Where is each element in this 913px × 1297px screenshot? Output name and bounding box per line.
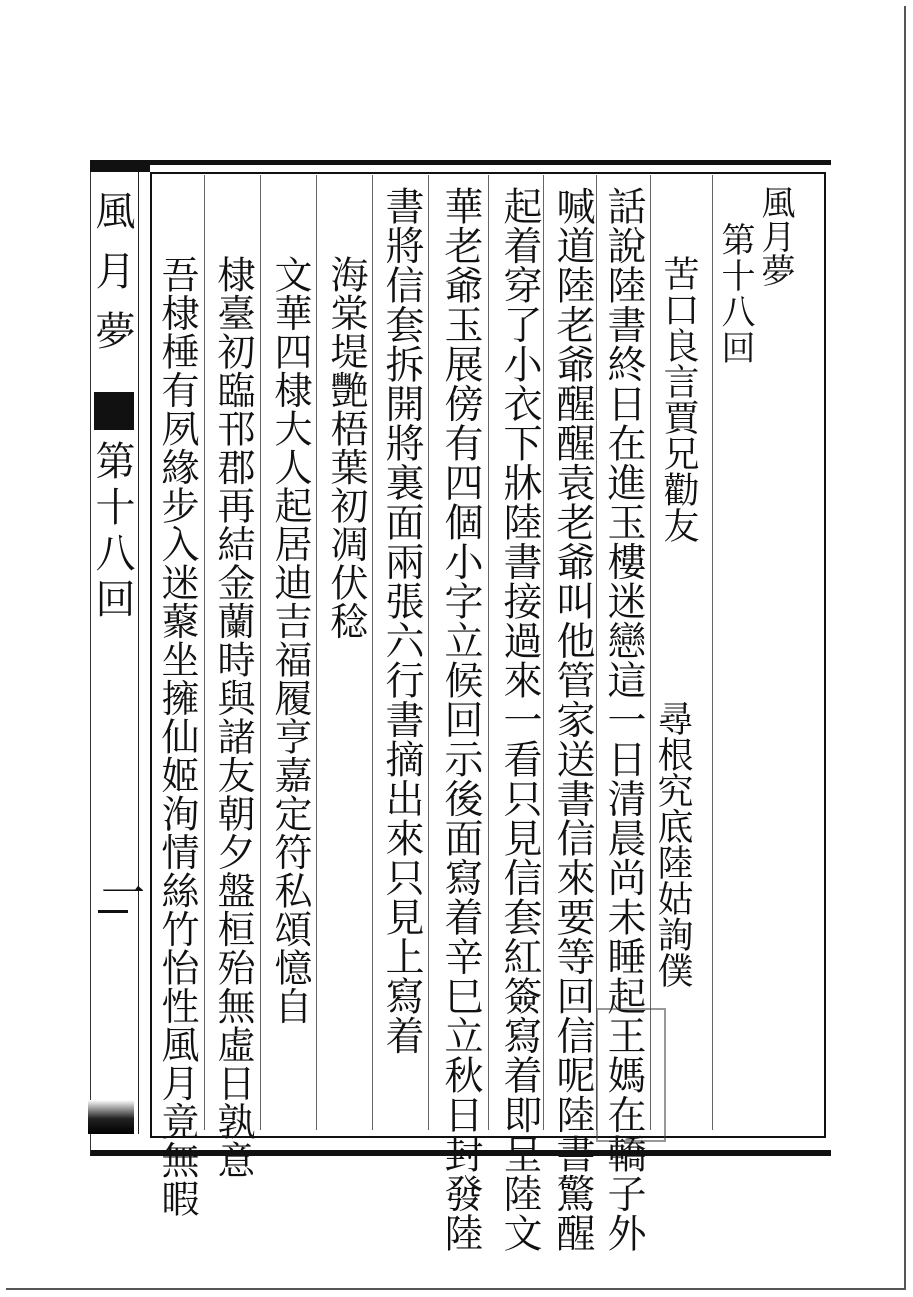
- body-line: 起着穿了小衣下牀陸書接過來一看只見信套紅簽寫着即呈陸文: [497, 186, 542, 1253]
- letter-line: 吾棣棰有夙緣步入迷藂坐擁仙姬洵情絲竹怡性風月竟無暇: [155, 255, 199, 1218]
- library-stamp: [596, 1008, 666, 1142]
- fold-center-line: [138, 172, 139, 1134]
- folio-number: 一: [93, 870, 144, 914]
- column-rule: [712, 175, 713, 1130]
- letter-line: 棣臺初臨邗郡再結金蘭時與諸友朝夕盤桓殆無虛日孰意: [211, 255, 255, 1179]
- column-rule: [316, 175, 317, 1130]
- margin-chapter: 第十八回: [89, 440, 135, 624]
- column-rule: [543, 175, 544, 1130]
- chapter-label: 第十八回: [715, 222, 755, 366]
- column-rule: [260, 175, 261, 1130]
- column-rule: [428, 175, 429, 1130]
- column-rule: [596, 175, 597, 1130]
- fishtail-block-mark: [94, 392, 134, 430]
- body-line: 書將信套拆開將裏面兩張六行書摘出來只見上寫着: [379, 186, 424, 1055]
- book-title: 風月夢: [755, 185, 795, 287]
- column-rule: [204, 175, 205, 1130]
- fold-band-top: [90, 162, 150, 172]
- chapter-heading-1: 苦口良言賈兄勸友: [658, 255, 699, 543]
- body-line: 話說陸書終日在進玉樓迷戀這一日清晨尚未睡起王媽在轎子外: [601, 186, 646, 1253]
- fold-band-bottom: [88, 1100, 134, 1134]
- body-line: 華老爺玉展傍有四個小字立候回示後面寫着辛巳立秋日封發陸: [438, 186, 483, 1253]
- column-rule: [372, 175, 373, 1130]
- column-rule: [650, 175, 651, 1130]
- column-rule: [488, 175, 489, 1130]
- chapter-heading-2: 尋根究底陸姑詢僕: [652, 700, 693, 988]
- body-line: 喊道陸老爺醒醒袁老爺叫他管家送書信來要等回信呢陸書驚醒: [550, 186, 595, 1253]
- letter-line: 海棠堤艷梧葉初凋伏稔: [324, 255, 368, 640]
- margin-title: 風月夢: [89, 190, 135, 370]
- letter-line: 文華四棣大人起居迪吉福履亨嘉定符私頌憶自: [268, 255, 312, 1025]
